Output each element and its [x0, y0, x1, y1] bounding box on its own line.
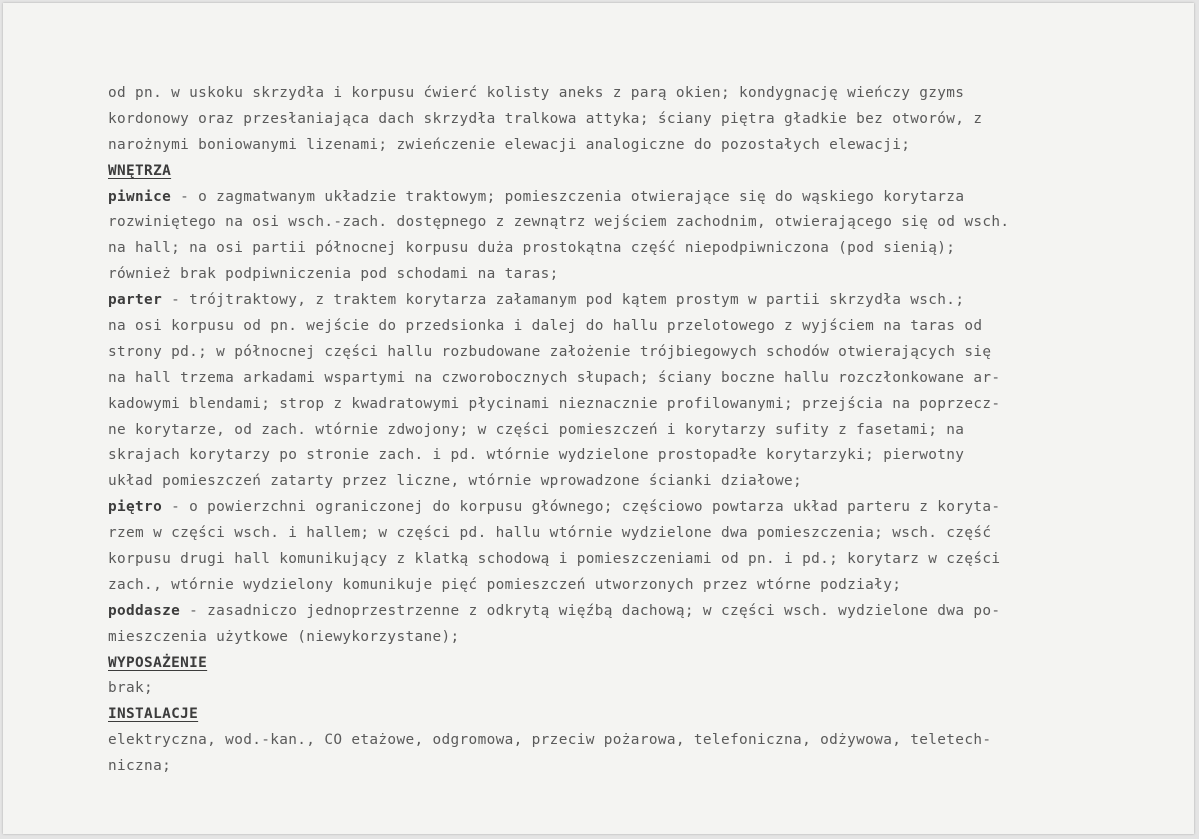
- line-text: - o powierzchni ograniczonej do korpusu głównego; częściowo powtarza układ parteru z koryta-: [162, 499, 1001, 516]
- text-line: [108, 728, 1118, 754]
- text-line: [108, 185, 1118, 211]
- text-line: [108, 314, 1118, 340]
- line-text: mieszczenia użytkowe (niewykorzystane);: [108, 628, 460, 645]
- line-text: od pn. w uskoku skrzydła i korpusu ćwierć kolisty aneks z parą okien; kondygnację wieńczy gzyms: [108, 85, 965, 101]
- section-heading-label: INSTALACJE: [108, 706, 199, 723]
- text-line: [108, 366, 1118, 392]
- text-line: [108, 443, 1118, 469]
- line-text: - trójtraktowy, z traktem korytarza załamanym pod kątem prostym w partii skrzydła wsch.;: [162, 292, 965, 309]
- line-text: również brak podpiwniczenia pod schodami na taras;: [108, 266, 559, 283]
- term-label: parter: [108, 292, 163, 309]
- text-line: [108, 210, 1118, 236]
- section-heading-label: WYPOSAŻENIE: [108, 654, 208, 671]
- line-text: skrajach korytarzy po stronie zach. i pd. wtórnie wydzielone prostopadłe korytarzyki; pierwotny: [108, 447, 965, 464]
- text-line: [108, 676, 1118, 702]
- text-line: [108, 236, 1118, 262]
- term-label: piwnice: [108, 188, 172, 205]
- line-text: - zasadniczo jednoprzestrzenne z odkrytą więźbą dachową; w części wsch. wydzielone dwa po-: [180, 602, 1001, 619]
- term-label: poddasze: [108, 602, 181, 619]
- line-text: strony pd.; w północnej części hallu rozbudowane założenie trójbiegowych schodów otwierających się: [108, 343, 992, 360]
- line-text: kadowymi blendami; strop z kwadratowymi płycinami nieznacznie profilowanymi; przejścia na poprzecz-: [108, 395, 1001, 412]
- text-line: [108, 625, 1118, 651]
- document-card: [3, 3, 1194, 834]
- line-text: niczna;: [108, 758, 172, 775]
- text-line: [108, 133, 1118, 159]
- section-heading: [108, 702, 1118, 728]
- text-line: [108, 81, 1118, 107]
- line-text: układ pomieszczeń zatarty przez liczne, wtórnie wprowadzone ścianki działowe;: [108, 473, 803, 490]
- text-line: [108, 288, 1118, 314]
- text-line: [108, 392, 1118, 418]
- line-text: na hall trzema arkadami wspartymi na czworobocznych słupach; ściany boczne hallu rozczłonkowane ar-: [108, 369, 1001, 386]
- line-text: ne korytarze, od zach. wtórnie zdwojony; w części pomieszczeń i korytarzy sufity z fasetami; na: [108, 421, 965, 438]
- text-line: [108, 495, 1118, 521]
- text-line: [108, 418, 1118, 444]
- term-label: piętro: [108, 499, 163, 516]
- text-line: [108, 599, 1118, 625]
- line-text: kordonowy oraz przesłaniająca dach skrzydła tralkowa attyka; ściany piętra gładkie bez otworów, z: [108, 110, 983, 127]
- line-text: na osi korpusu od pn. wejście do przedsionka i dalej do hallu przelotowego z wyjściem na taras od: [108, 318, 983, 335]
- text-line: [108, 107, 1118, 133]
- text-line: [108, 340, 1118, 366]
- section-heading: [108, 651, 1118, 677]
- text-line: [108, 469, 1118, 495]
- text-line: [108, 521, 1118, 547]
- line-text: rzem w części wsch. i hallem; w części pd. hallu wtórnie wydzielone dwa pomieszczenia; wsch. część: [108, 525, 992, 542]
- section-heading-label: WNĘTRZA: [108, 162, 172, 179]
- document-text: [108, 81, 1118, 780]
- line-text: elektryczna, wod.-kan., CO etażowe, odgromowa, przeciw pożarowa, telefoniczna, odżywowa, teletech-: [108, 732, 992, 749]
- text-line: [108, 262, 1118, 288]
- line-text: rozwiniętego na osi wsch.-zach. dostępnego z zewnątrz wejściem zachodnim, otwierającego się od wsch.: [108, 214, 1010, 231]
- line-text: - o zagmatwanym układzie traktowym; pomieszczenia otwierające się do wąskiego korytarza: [171, 188, 965, 205]
- section-heading: [108, 159, 1118, 185]
- text-line: [108, 547, 1118, 573]
- line-text: korpusu drugi hall komunikujący z klatką schodową i pomieszczeniami od pn. i pd.; korytarz w części: [108, 551, 1001, 568]
- text-line: [108, 754, 1118, 780]
- line-text: narożnymi boniowanymi lizenami; zwieńczenie elewacji analogiczne do pozostałych elewacji;: [108, 136, 911, 153]
- line-text: na hall; na osi partii północnej korpusu duża prostokątna część niepodpiwniczona (pod sienią);: [108, 240, 956, 257]
- line-text: zach., wtórnie wydzielony komunikuje pięć pomieszczeń utworzonych przez wtórne podziały;: [108, 576, 902, 593]
- text-line: [108, 573, 1118, 599]
- line-text: brak;: [108, 680, 154, 697]
